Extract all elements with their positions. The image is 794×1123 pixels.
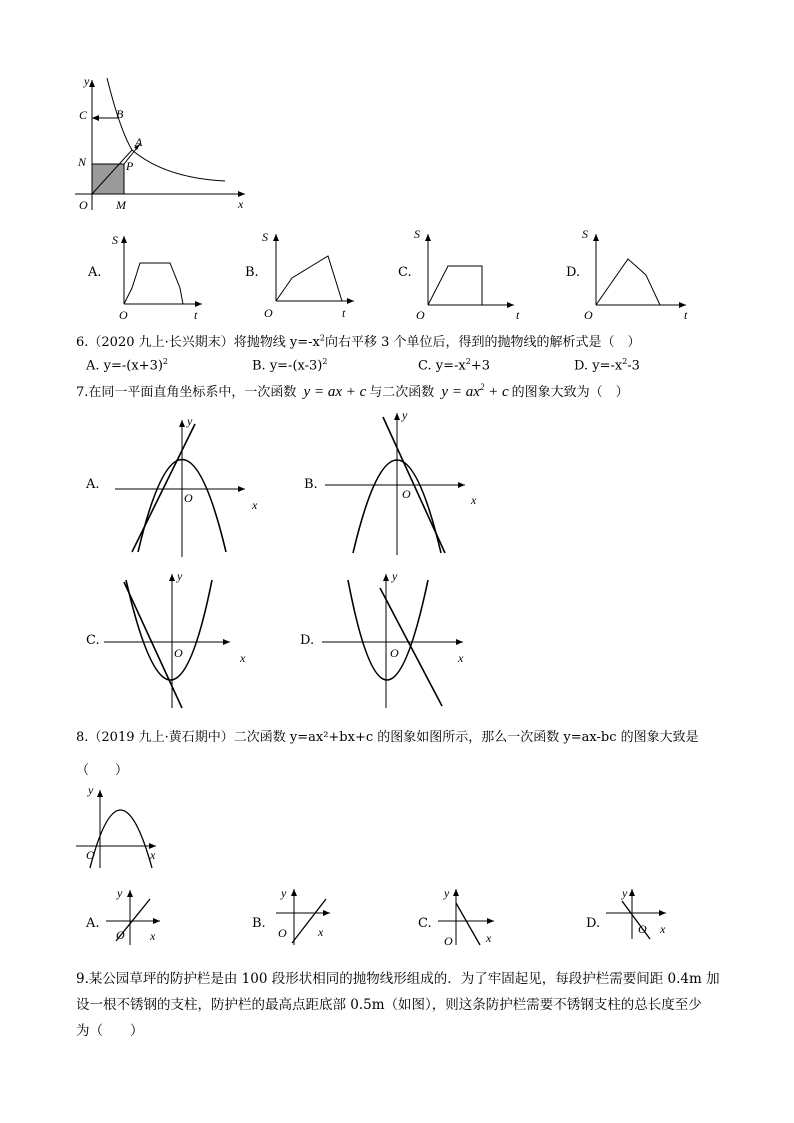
s-label: S bbox=[582, 227, 588, 241]
q5-option-c-label: C. bbox=[398, 265, 412, 280]
y-label: y bbox=[392, 569, 398, 583]
point-c-label: C bbox=[79, 108, 88, 122]
q8-graph-a bbox=[100, 885, 170, 947]
y-label: y bbox=[444, 886, 450, 900]
q7-option-b-label: B. bbox=[304, 477, 318, 492]
origin-label: O bbox=[638, 922, 647, 936]
origin-label: O bbox=[119, 308, 128, 322]
point-b-label: B bbox=[116, 107, 124, 121]
y-axis-label: y bbox=[84, 74, 90, 88]
origin-label: O bbox=[416, 308, 425, 322]
x-axis-label: x bbox=[238, 197, 244, 211]
q7-graph-d bbox=[318, 570, 468, 710]
q7-option-a-label: A. bbox=[86, 477, 100, 492]
q8-option-c-label: C. bbox=[418, 916, 432, 931]
x-label: x bbox=[458, 651, 464, 665]
x-label: x bbox=[318, 925, 324, 939]
q8-graph-b bbox=[270, 885, 340, 947]
origin-label: O bbox=[184, 491, 193, 505]
origin-label: O bbox=[444, 934, 453, 948]
y-label: y bbox=[177, 569, 183, 583]
q7-option-c-label: C. bbox=[86, 633, 100, 648]
q9-line-1: 9.某公园草坪的防护栏是由 100 段形状相同的抛物线形组成的．为了牢固起见，每段护栏需要间距 0.4m 加 bbox=[76, 971, 720, 987]
q8-option-a-label: A. bbox=[86, 916, 100, 931]
point-p-label: P bbox=[126, 159, 134, 173]
q6-option-c: C. $y=-x^2+3$ bbox=[418, 357, 490, 374]
y-label: y bbox=[281, 886, 287, 900]
x-label: x bbox=[150, 929, 156, 943]
q5-option-a-label: A. bbox=[88, 265, 102, 280]
y-label: y bbox=[187, 414, 193, 428]
s-label: S bbox=[262, 230, 268, 244]
origin-label: O bbox=[174, 646, 183, 660]
origin-label: O bbox=[402, 487, 411, 501]
t-label: t bbox=[516, 308, 520, 322]
q8-option-d-label: D. bbox=[586, 916, 601, 931]
q8-stem: 8.（2019 九上·黄石期中）二次函数 y=ax²+bx+c 的图象如图所示，那么一次函数 y=ax-bc 的图象大致是 bbox=[76, 730, 699, 745]
q5-graph-d bbox=[582, 222, 692, 322]
origin-label: O bbox=[584, 308, 593, 322]
origin-label: O bbox=[116, 928, 125, 942]
origin-label: O bbox=[79, 198, 88, 212]
s-label: S bbox=[112, 233, 118, 247]
t-label: t bbox=[194, 308, 198, 322]
q8-option-b-label: B. bbox=[252, 916, 266, 931]
x-label: x bbox=[486, 931, 492, 945]
x-label: x bbox=[150, 848, 156, 862]
origin-label: O bbox=[264, 306, 273, 320]
q8-graph-d bbox=[600, 885, 675, 947]
q6-option-b: B. $y=-(x-3)^2$ bbox=[252, 357, 328, 374]
origin-label: O bbox=[278, 926, 287, 940]
q7-option-d-label: D. bbox=[300, 633, 315, 648]
q5-graph-b bbox=[262, 228, 362, 323]
point-a-label: A bbox=[135, 135, 143, 149]
q7-graph-a bbox=[110, 412, 270, 557]
y-label: y bbox=[117, 886, 123, 900]
q5-option-b-label: B. bbox=[245, 265, 259, 280]
point-m-label: M bbox=[116, 198, 126, 212]
s-label: S bbox=[414, 227, 420, 241]
q9-line-3: 为（ ） bbox=[76, 1023, 144, 1039]
q8-paren: （ ） bbox=[76, 763, 129, 778]
q5-graph-c bbox=[414, 222, 524, 322]
q7-graph-b bbox=[325, 405, 485, 557]
q8-graph-c bbox=[434, 885, 504, 947]
point-n-label: N bbox=[78, 155, 87, 169]
origin-label: O bbox=[86, 848, 95, 862]
q9-stem bbox=[76, 966, 736, 1044]
x-label: x bbox=[660, 922, 666, 936]
q6-stem: 6.（2020 九上·长兴期末）将抛物线 $y=-x^2$向右平移 3 个单位后，得到的抛物线的解析式是（ ） bbox=[76, 333, 641, 350]
origin-label: O bbox=[390, 646, 399, 660]
q9-line-2: 设一根不锈钢的支柱，防护栏的最高点距底部 0.5m（如图），则这条防护栏需要不锈钢支柱的总长度至少 bbox=[76, 997, 702, 1013]
x-label: x bbox=[240, 651, 246, 665]
q7-stem: 7.在同一平面直角坐标系中，一次函数 y = ax + c 与二次函数 $y = ax^2 + c$ 的图象大致为（ ） bbox=[76, 382, 629, 400]
y-label: y bbox=[402, 408, 408, 422]
q5-option-d-label: D. bbox=[566, 265, 581, 280]
q5-graph-a bbox=[110, 228, 210, 323]
y-label: y bbox=[622, 886, 628, 900]
top-diagram bbox=[70, 70, 260, 215]
q7-graph-c bbox=[100, 570, 250, 710]
x-label: x bbox=[471, 493, 477, 507]
q6-option-a: A. $y=-(x+3)^2$ bbox=[86, 357, 169, 374]
x-label: x bbox=[252, 498, 258, 512]
q8-parabola-figure bbox=[72, 782, 172, 870]
y-label: y bbox=[88, 783, 94, 797]
t-label: t bbox=[342, 306, 346, 320]
q6-option-d: D. $y=-x^2-3$ bbox=[574, 357, 640, 374]
t-label: t bbox=[684, 308, 688, 322]
